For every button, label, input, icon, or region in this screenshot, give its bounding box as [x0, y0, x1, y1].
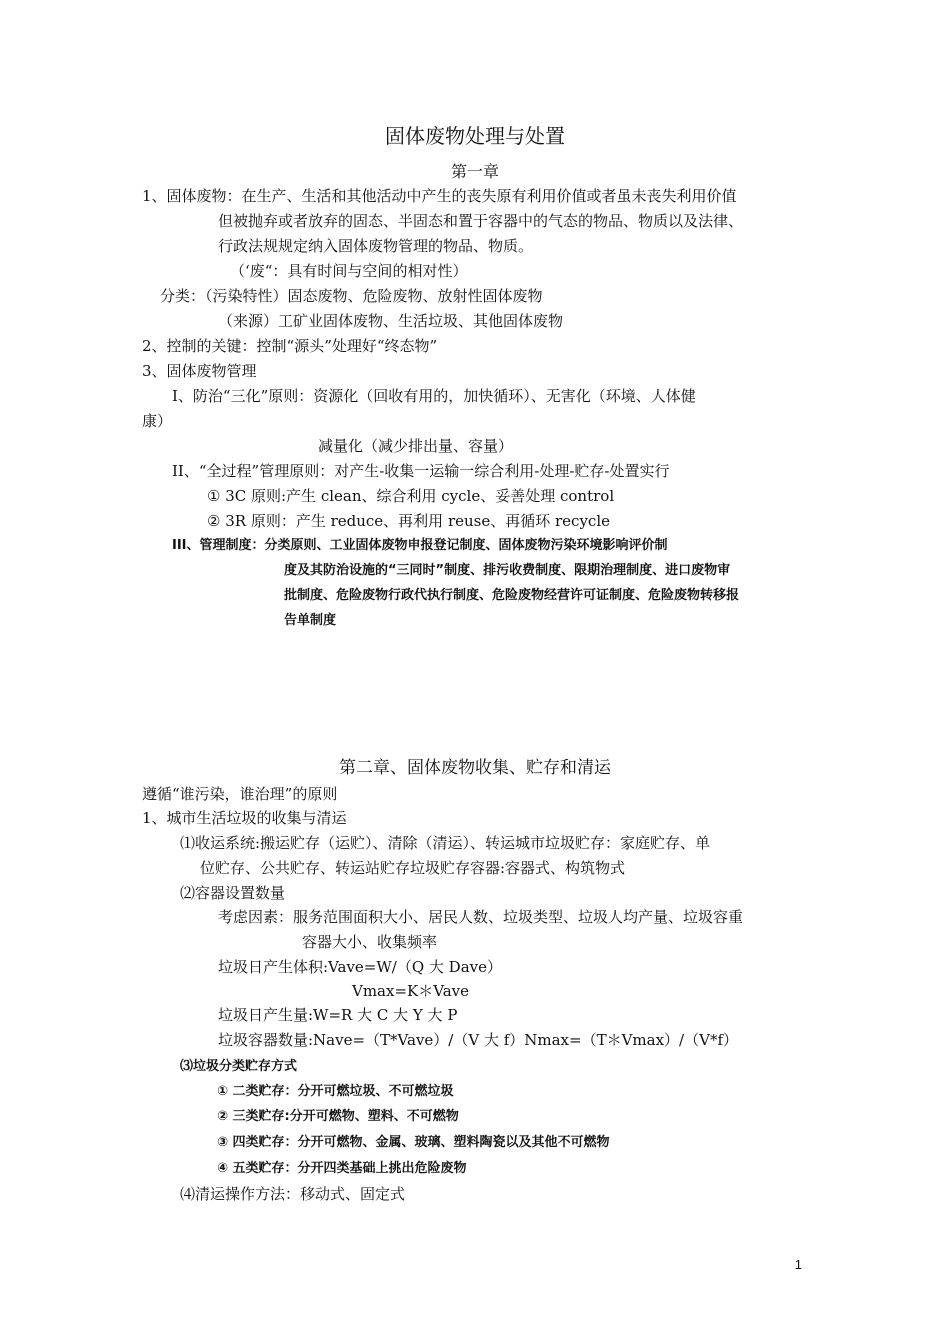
- list-item: ① 二类贮存：分开可燃垃圾、不可燃垃圾: [217, 1084, 454, 1099]
- text-line: 垃圾容器数量:Nave=（T*Vave）/（V 大 f）Nmax=（T＊Vmax）/（V*f）: [218, 1031, 738, 1049]
- text-line: 垃圾日产生体积:Vave=W/（Q 大 Dave）: [218, 958, 502, 976]
- text-line: ⑵容器设置数量: [180, 884, 286, 902]
- list-item: ③ 四类贮存：分开可燃物、金属、玻璃、塑料陶瓷以及其他不可燃物: [217, 1135, 610, 1150]
- chapter2-heading: 第二章、固体废物收集、贮存和清运: [339, 758, 611, 778]
- text-line: ⑶垃圾分类贮存方式: [180, 1059, 298, 1074]
- text-line: ⑷清运操作方法：移动式、固定式: [180, 1185, 406, 1203]
- text-line: ② 3R 原则：产生 reduce、再利用 reuse、再循环 recycle: [207, 512, 610, 530]
- text-line: Vmax=K＊Vave: [352, 982, 469, 1000]
- text-line: 遵循“谁污染，谁治理”的原则: [142, 785, 338, 803]
- text-line: （‘废“：具有时间与空间的相对性）: [230, 262, 468, 280]
- chapter1-heading: 第一章: [450, 162, 499, 181]
- text-line: 1、固体废物：在生产、生活和其他活动中产生的丧失原有利用价值或者虽未丧失利用价值: [142, 187, 737, 205]
- text-line: 减量化（减少排出量、容量）: [318, 437, 514, 455]
- text-line: I、防治“三化”原则：资源化（回收有用的，加快循环）、无害化（环境、人体健: [172, 387, 696, 405]
- document-title: 固体废物处理与处置: [385, 124, 565, 148]
- text-line: 行政法规规定纳入固体废物管理的物品、物质。: [218, 237, 534, 255]
- text-line: 垃圾日产生量:W=R 大 C 大 Y 大 P: [218, 1006, 458, 1024]
- text-line: 3、固体废物管理: [142, 362, 257, 380]
- text-line: 2、控制的关键：控制“源头”处理好“终态物”: [142, 337, 438, 355]
- text-line: 分类：（污染特性）固态废物、危险废物、放射性固体废物: [160, 287, 543, 305]
- text-line: 容器大小、收集频率: [302, 933, 438, 951]
- text-line: 告单制度: [284, 613, 337, 628]
- text-line: 批制度、危险废物行政代执行制度、危险废物经营许可证制度、危险废物转移报: [284, 588, 740, 603]
- text-line: 康）: [142, 412, 173, 430]
- text-line: 度及其防治设施的“三同时”制度、排污收费制度、限期治理制度、进口废物审: [284, 563, 731, 578]
- text-line: II、“全过程”管理原则：对产生-收集一运输一综合利用-处理-贮存-处置实行: [172, 462, 670, 480]
- list-item: ② 三类贮存:分开可燃物、塑料、不可燃物: [217, 1109, 459, 1124]
- text-line: 但被抛弃或者放弃的固态、半固态和置于容器中的气态的物品、物质以及法律、: [218, 212, 744, 230]
- text-line: 位贮存、公共贮存、转运站贮存垃圾贮存容器:容器式、构筑物式: [200, 859, 626, 877]
- text-line: ⑴收运系统:搬运贮存（运贮）、清除（清运）、转运城市垃圾贮存：家庭贮存、单: [180, 834, 711, 852]
- text-line: （来源）工矿业固体废物、生活垃圾、其他固体废物: [218, 312, 564, 330]
- text-line: ① 3C 原则:产生 clean、综合利用 cycle、妥善处理 control: [207, 487, 615, 505]
- page-number: 1: [794, 1257, 802, 1272]
- text-line: 1、城市生活垃圾的收集与清运: [142, 809, 347, 827]
- text-line: 考虑因素：服务范围面积大小、居民人数、垃圾类型、垃圾人均产量、垃圾容重: [218, 908, 744, 926]
- list-item: ④ 五类贮存：分开四类基础上挑出危险废物: [217, 1161, 467, 1176]
- text-line: III、管理制度：分类原则、工业固体废物申报登记制度、固体废物污染环境影响评价制: [172, 538, 668, 553]
